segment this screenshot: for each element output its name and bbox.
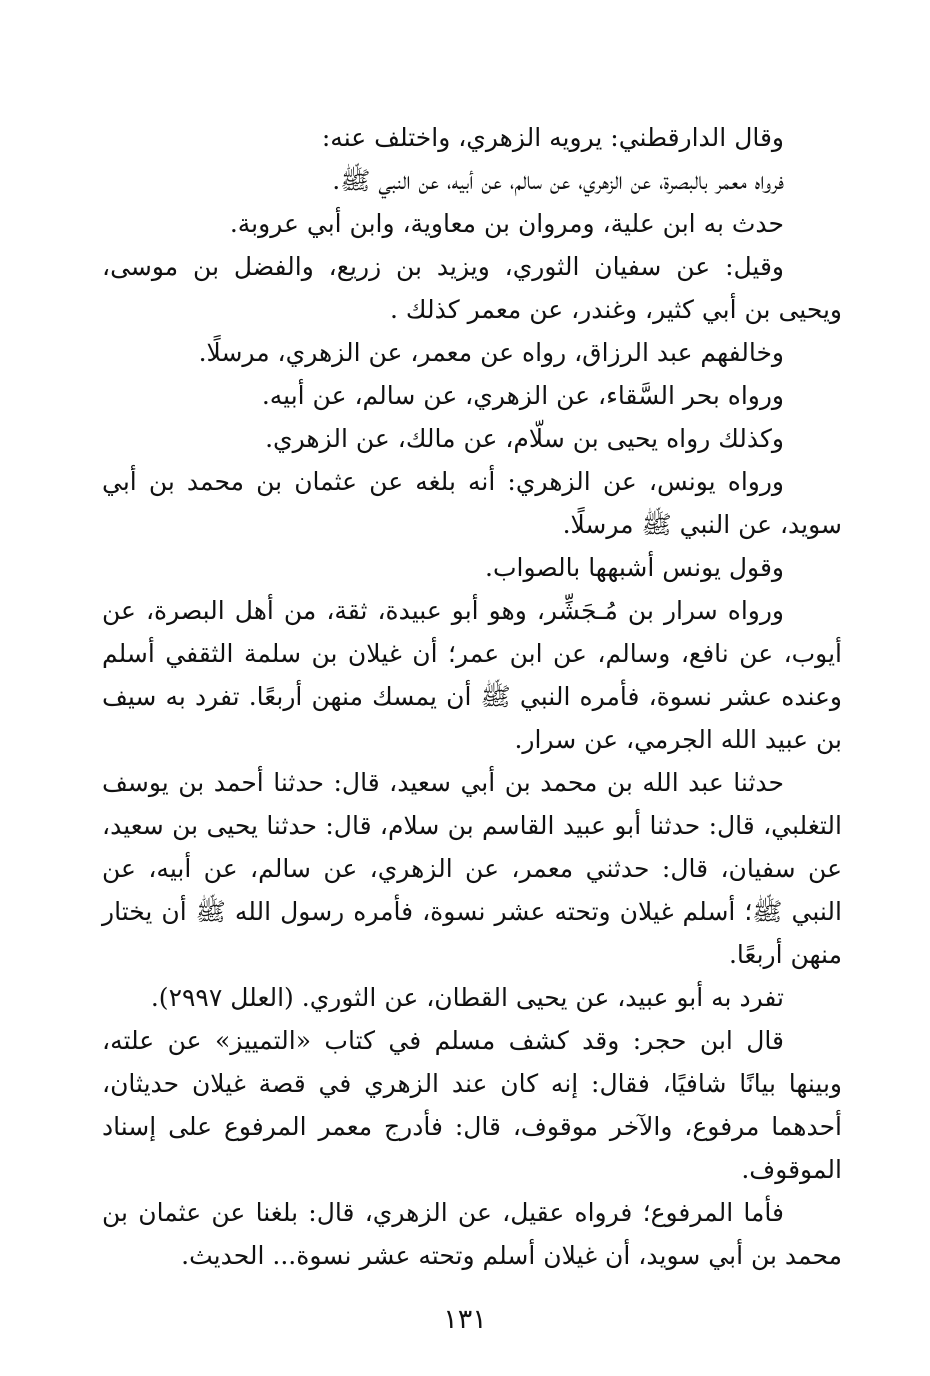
paragraph: فرواه معمر بالبصرة، عن الزهري، عن سالم، عن أبيه، عن النبي ﷺ. — [332, 166, 784, 195]
paragraph: ورواه بحر السَّقاء، عن الزهري، عن سالم، عن أبيه. — [261, 381, 784, 410]
paragraph: قال ابن حجر: وقد كشف مسلم في كتاب «التمييز» عن علته، وبينها بيانًا شافيًا، فقال: إنه كان عند الزهري في قصة غيلان حديثان، أحدهما مرفوع، والآخر موقوف، قال: فأدرج معمر المرفوع على إسناد الموقوف. — [102, 1026, 842, 1184]
paragraph: حدث به ابن علية، ومروان بن معاوية، وابن أبي عروبة. — [229, 209, 784, 238]
paragraph: تفرد به أبو عبيد، عن يحيى القطان، عن الثوري. (العلل ٢٩٩٧). — [150, 983, 784, 1012]
paragraph: وكذلك رواه يحيى بن سلّام، عن مالك، عن الزهري. — [265, 424, 784, 453]
paragraph: ورواه يونس، عن الزهري: أنه بلغه عن عثمان بن محمد بن أبي سويد، عن النبي ﷺ مرسلًا. — [102, 467, 842, 539]
paragraph: وقول يونس أشبهها بالصواب. — [485, 553, 784, 582]
page-number: ١٣١ — [443, 1304, 487, 1335]
paragraph: وخالفهم عبد الرزاق، رواه عن معمر، عن الزهري، مرسلًا. — [198, 338, 784, 367]
paragraph: ورواه سرار بن مُـجَشِّر، وهو أبو عبيدة، ثقة، من أهل البصرة، عن أيوب، عن نافع، وسالم، عن ابن عمر؛ أن غيلان بن سلمة الثقفي أسلم وعنده عشر نسوة، فأمره النبي ﷺ أن يمسك منهن أربعًا. تفرد به سيف بن عبيد الله الجرمي، عن سرار. — [102, 596, 842, 754]
page-body — [102, 116, 842, 1277]
paragraph: فأما المرفوع؛ فرواه عقيل، عن الزهري، قال: بلغنا عن عثمان بن محمد بن أبي سويد، أن غيلان أسلم وتحته عشر نسوة... الحديث. — [102, 1198, 842, 1270]
paragraph: وقال الدارقطني: يرويه الزهري، واختلف عنه: — [321, 123, 784, 152]
paragraph: وقيل: عن سفيان الثوري، ويزيد بن زريع، والفضل بن موسى، ويحيى بن أبي كثير، وغندر، عن معمر كذلك . — [102, 252, 842, 324]
paragraph: حدثنا عبد الله بن محمد بن أبي سعيد، قال: حدثنا أحمد بن يوسف التغلبي، قال: حدثنا أبو عبيد القاسم بن سلام، قال: حدثنا يحيى بن سعيد، عن سفيان، قال: حدثني معمر، عن الزهري، عن سالم، عن أبيه، عن النبي ﷺ؛ أسلم غيلان وتحته عشر نسوة، فأمره رسول الله ﷺ أن يختار منهن أربعًا. — [102, 768, 842, 969]
